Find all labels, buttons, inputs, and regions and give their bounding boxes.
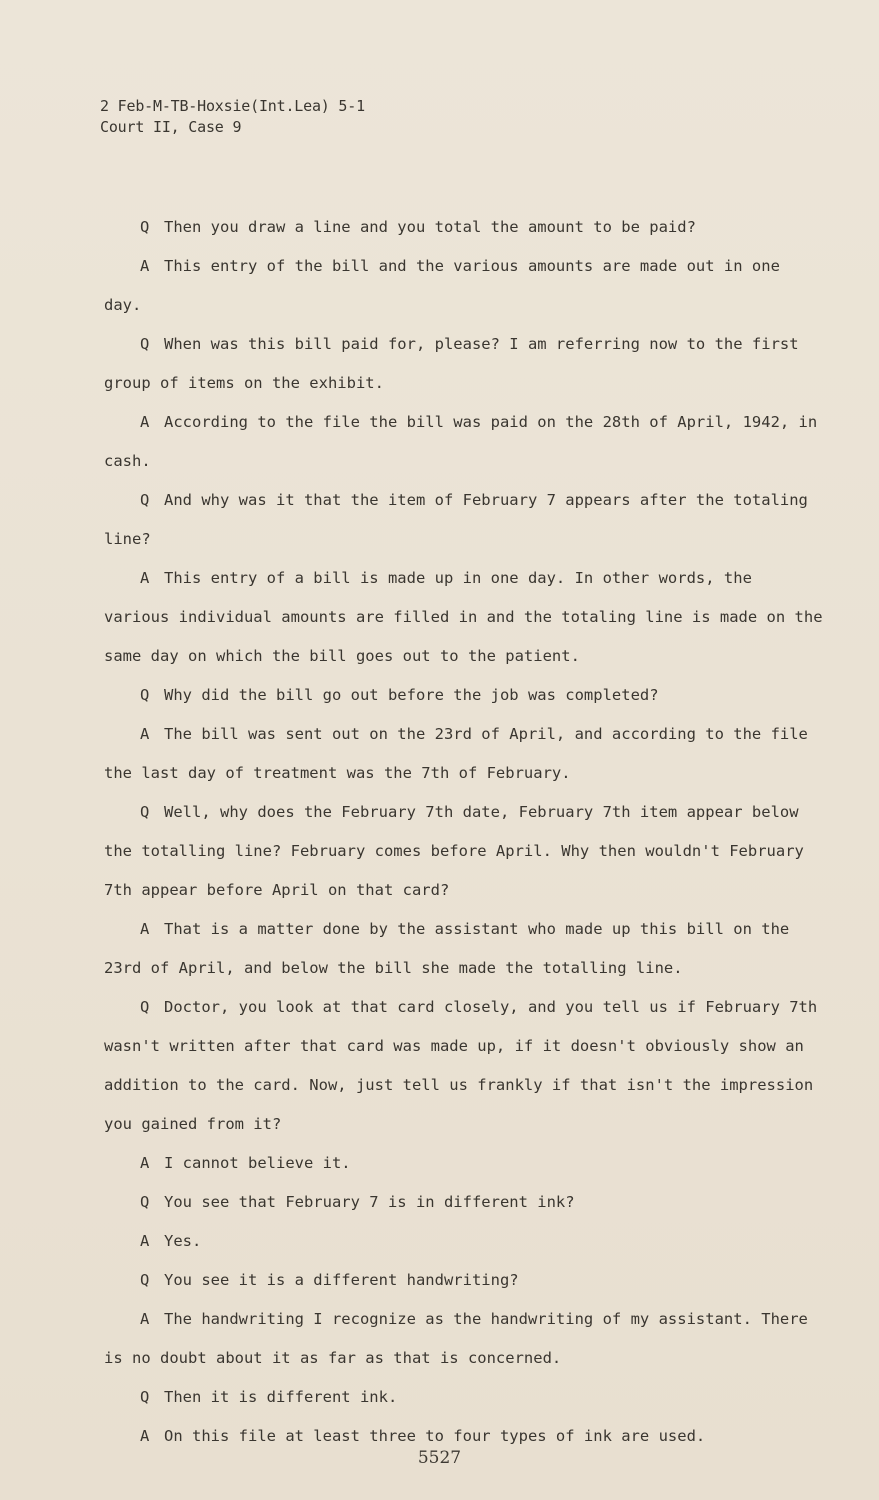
paragraph-text: This entry of the bill and the various amounts are made out in one day. [104, 257, 780, 314]
transcript-paragraph [104, 988, 824, 1144]
paragraph-text: Doctor, you look at that card closely, and you tell us if February 7th wasn't written after that card was made up, if it doesn't obviously show an addition to the card. Now, just tell us frankly if that isn't the impression you gained from it? [104, 998, 818, 1133]
transcript-paragraph [104, 1144, 824, 1183]
paragraph-text: Well, why does the February 7th date, February 7th item appear below the totalling line? February comes before April. Why then wouldn't February 7th appear before April on that card? [104, 803, 804, 899]
transcript-paragraph [104, 910, 824, 988]
header-reference: 2 Feb-M-TB-Hoxsie(Int.Lea) 5-1 [100, 97, 365, 115]
paragraph-text: Why did the bill go out before the job was completed? [164, 686, 659, 704]
speaker-label: Q [140, 218, 150, 236]
transcript-paragraph [104, 1378, 824, 1417]
transcript-paragraph [104, 247, 824, 325]
header [100, 96, 365, 138]
speaker-label: Q [140, 1271, 150, 1289]
transcript-paragraph [104, 403, 824, 481]
speaker-label: A [140, 569, 150, 587]
speaker-label: Q [140, 1388, 150, 1406]
paragraph-text: That is a matter done by the assistant who made up this bill on the 23rd of April, and below the bill she made the totalling line. [104, 920, 790, 977]
speaker-label: Q [140, 803, 150, 821]
paragraph-text: This entry of a bill is made up in one day. In other words, the various individual amounts are filled in and the totaling line is made on the same day on which the bill goes out to the patient. [104, 569, 823, 665]
speaker-label: Q [140, 491, 150, 509]
paragraph-text: The bill was sent out on the 23rd of April, and according to the file the last day of treatment was the 7th of February. [104, 725, 808, 782]
transcript-paragraph [104, 1261, 824, 1300]
paragraph-text: On this file at least three to four types of ink are used. [164, 1427, 706, 1445]
paragraph-text: You see that February 7 is in different ink? [164, 1193, 575, 1211]
speaker-label: Q [140, 686, 150, 704]
page-number: 5527 [417, 1448, 462, 1468]
speaker-label: A [140, 725, 150, 743]
transcript-paragraph [104, 715, 824, 793]
paragraph-text: According to the file the bill was paid on the 28th of April, 1942, in cash. [104, 413, 818, 470]
speaker-label: Q [140, 335, 150, 353]
transcript-paragraph [104, 325, 824, 403]
paragraph-text: You see it is a different handwriting? [164, 1271, 519, 1289]
transcript-paragraph [104, 1183, 824, 1222]
transcript-paragraph [104, 208, 824, 247]
paragraph-text: I cannot believe it. [164, 1154, 351, 1172]
speaker-label: A [140, 920, 150, 938]
transcript-paragraph [104, 676, 824, 715]
transcript-paragraph [104, 481, 824, 559]
paragraph-text: When was this bill paid for, please? I am referring now to the first group of items on the exhibit. [104, 335, 799, 392]
speaker-label: Q [140, 1193, 150, 1211]
transcript-body [104, 208, 824, 1456]
paragraph-text: Then it is different ink. [164, 1388, 398, 1406]
paragraph-text: The handwriting I recognize as the handwriting of my assistant. There is no doubt about it as far as that is concerned. [104, 1310, 808, 1367]
speaker-label: A [140, 1427, 150, 1445]
header-court-case: Court II, Case 9 [100, 118, 242, 136]
speaker-label: Q [140, 998, 150, 1016]
speaker-label: A [140, 1154, 150, 1172]
speaker-label: A [140, 1232, 150, 1250]
transcript-paragraph [104, 559, 824, 676]
speaker-label: A [140, 413, 150, 431]
transcript-paragraph [104, 1222, 824, 1261]
paragraph-text: Then you draw a line and you total the amount to be paid? [164, 218, 696, 236]
speaker-label: A [140, 257, 150, 275]
paragraph-text: Yes. [164, 1232, 202, 1250]
transcript-paragraph [104, 793, 824, 910]
speaker-label: A [140, 1310, 150, 1328]
paragraph-text: And why was it that the item of February 7 appears after the totaling line? [104, 491, 808, 548]
transcript-paragraph [104, 1300, 824, 1378]
